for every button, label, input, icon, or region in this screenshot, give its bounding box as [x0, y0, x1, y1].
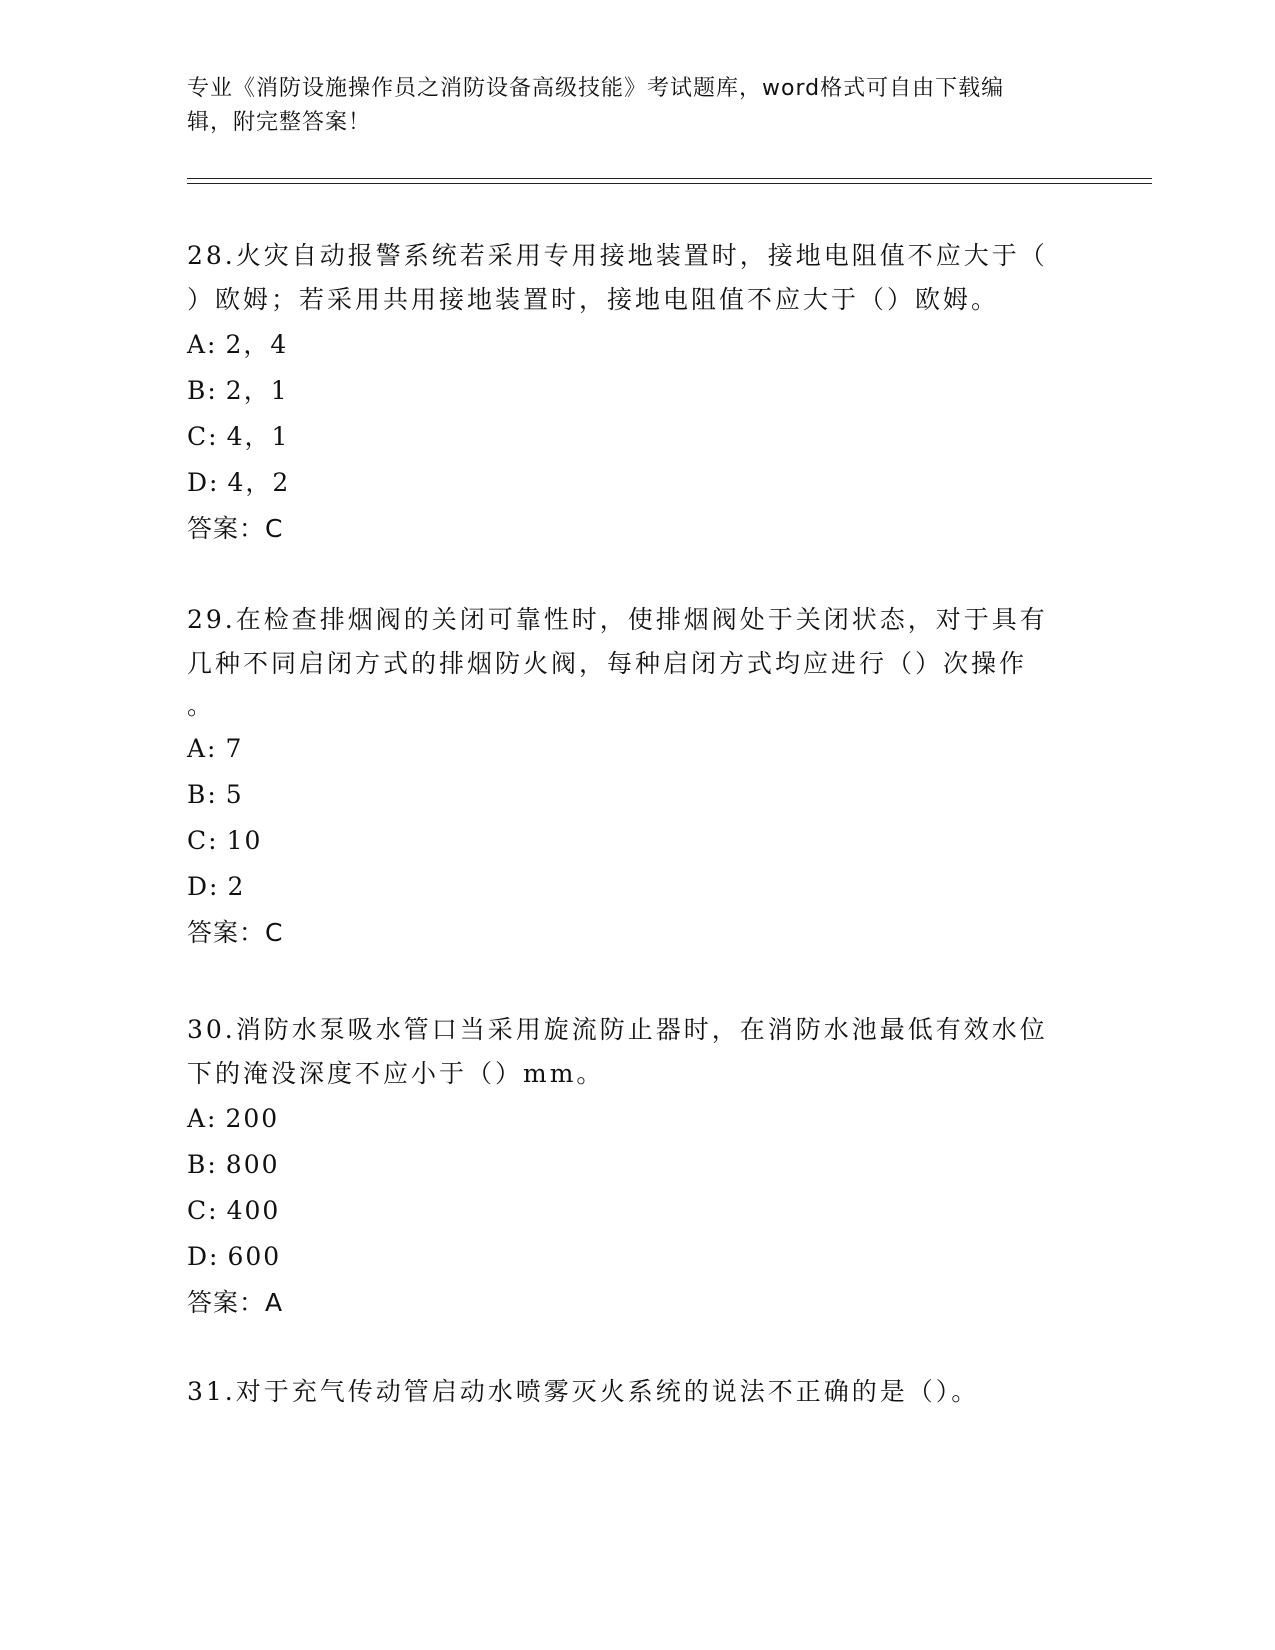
option-c — [187, 1188, 1087, 1234]
option-key: D: — [187, 1242, 220, 1271]
option-a — [187, 322, 1087, 368]
header-rule-bottom — [187, 183, 1152, 184]
stem-line: 31.对于充气传动管启动水喷雾灭火系统的说法不正确的是（）。 — [187, 1377, 980, 1406]
option-key: B: — [187, 376, 218, 405]
question-28 — [187, 234, 1087, 552]
option-value: 2，4 — [225, 330, 289, 359]
question-stem — [187, 1008, 1087, 1096]
option-d — [187, 1234, 1087, 1280]
header-rule-top — [187, 178, 1152, 179]
option-value: 10 — [226, 826, 263, 855]
option-d — [187, 460, 1087, 506]
question-stem — [187, 234, 1087, 322]
option-value: 200 — [225, 1104, 280, 1133]
option-c — [187, 818, 1087, 864]
option-b — [187, 1142, 1087, 1188]
option-key: A: — [187, 330, 218, 359]
option-key: C: — [187, 1196, 219, 1225]
stem-line: 下的淹没深度不应小于（）mm。 — [187, 1059, 605, 1088]
option-a — [187, 1096, 1087, 1142]
option-d — [187, 864, 1087, 910]
option-key: D: — [187, 872, 220, 901]
option-key: D: — [187, 468, 220, 497]
option-key: C: — [187, 422, 219, 451]
option-value: 800 — [225, 1150, 280, 1179]
question-stem — [187, 1370, 1087, 1414]
answer: 答案：C — [187, 514, 284, 543]
answer: 答案：C — [187, 918, 284, 947]
option-key: C: — [187, 826, 219, 855]
question-stem — [187, 598, 1087, 686]
stem-line: 30.消防水泵吸水管口当采用旋流防止器时，在消防水池最低有效水位 — [187, 1015, 1048, 1044]
option-value: 4，1 — [226, 422, 290, 451]
question-31 — [187, 1370, 1087, 1414]
document-header — [187, 72, 1067, 140]
option-value: 600 — [227, 1242, 282, 1271]
stem-line: ）欧姆；若采用共用接地装置时，接地电阻值不应大于（）欧姆。 — [187, 285, 1000, 314]
option-value: 2 — [227, 872, 246, 901]
option-key: A: — [187, 1104, 218, 1133]
header-line-1: 专业《消防设施操作员之消防设备高级技能》考试题库，word格式可自由下载编 — [187, 76, 1005, 101]
option-value: 7 — [225, 734, 244, 763]
header-line-2: 辑，附完整答案！ — [187, 110, 372, 135]
option-c — [187, 414, 1087, 460]
option-key: A: — [187, 734, 218, 763]
option-value: 2，1 — [225, 376, 289, 405]
option-value: 4，2 — [227, 468, 291, 497]
option-b — [187, 368, 1087, 414]
option-b — [187, 772, 1087, 818]
stem-line: 28.火灾自动报警系统若采用专用接地装置时，接地电阻值不应大于（ — [187, 241, 1048, 270]
question-29 — [187, 598, 1087, 956]
question-30 — [187, 1008, 1087, 1326]
stem-line: 几种不同启闭方式的排烟防火阀，每种启闭方式均应进行（）次操作 — [187, 649, 1028, 678]
option-value: 5 — [225, 780, 244, 809]
option-key: B: — [187, 1150, 218, 1179]
option-a — [187, 726, 1087, 772]
stem-line: 29.在检查排烟阀的关闭可靠性时，使排烟阀处于关闭状态，对于具有 — [187, 605, 1048, 634]
stem-trailing-period: 。 — [187, 691, 213, 720]
answer: 答案：A — [187, 1288, 284, 1317]
option-value: 400 — [226, 1196, 281, 1225]
option-key: B: — [187, 780, 218, 809]
